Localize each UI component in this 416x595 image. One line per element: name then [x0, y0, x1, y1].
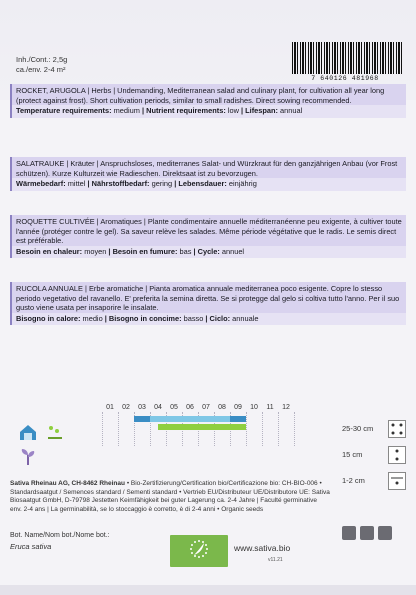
greenhouse-icon: [18, 422, 38, 442]
month-header: [102, 404, 302, 446]
lang-req-fr: Besoin en chaleur: moyen | Besoin en fumure: bas | Cycle: annuel: [12, 246, 406, 259]
month-label: 07: [202, 404, 210, 411]
life-value: annuale: [232, 313, 259, 323]
version-label: v11.21: [268, 557, 283, 563]
bag-icon: [360, 526, 374, 540]
barcode-number: 7 640126 481968: [311, 75, 379, 82]
botanical-label: Bot. Name/Nom bot./Nome bot.:: [10, 532, 110, 539]
month-label: 08: [218, 404, 226, 411]
month-label: 02: [122, 404, 130, 411]
month-label: 11: [266, 404, 274, 411]
row-spacing-value: 25-30 cm: [342, 424, 374, 433]
trash-icon: [378, 526, 392, 540]
temp-value: moyen: [84, 246, 107, 256]
company-name: Sativa Rheinau AG, CH-8462 Rheinau: [10, 480, 125, 487]
month-label: 03: [138, 404, 146, 411]
sow-bar-end: [230, 416, 246, 422]
nut-value: bas: [179, 246, 192, 256]
lang-block-de: [10, 157, 406, 191]
row-spacing-icon: [388, 420, 406, 438]
nut-value: basso: [183, 313, 204, 323]
life-label: Lifespan:: [245, 106, 278, 116]
grid-line: [102, 412, 103, 446]
temp-value: medium: [113, 106, 140, 116]
website-link[interactable]: www.sativa.bio: [234, 543, 291, 553]
temp-label: Besoin en chaleur:: [16, 246, 83, 256]
grid-line: [246, 412, 247, 446]
sow-bar-start: [134, 416, 150, 422]
eu-organic-logo: [170, 535, 228, 567]
sowing-depth-icon: [388, 472, 406, 490]
life-value: annual: [280, 106, 303, 116]
month-label: 12: [282, 404, 290, 411]
lang-req-de: Wärmebedarf: mittel | Nährstoffbedarf: gering | Lebensdauer: einjährig: [12, 178, 406, 191]
content-info: [16, 55, 67, 74]
company-line2: Keimfähigkeit bei guter Lagerung ca. 2-4 Jahre | Faculté germinative env. 2-4 ans | La germinabilità, se lo stoccaggio è corretto, è di 2-4 anni • Organic seeds: [10, 497, 318, 513]
grid-line: [118, 412, 119, 446]
temp-value: mittel: [67, 179, 86, 189]
temp-value: medio: [82, 313, 103, 323]
grid-line: [294, 412, 295, 446]
lang-block-fr: [10, 215, 406, 258]
row-spacing: [342, 420, 412, 440]
lang-req-en: Temperature requirements: medium | Nutrient requirements: low | Lifespan: annual: [12, 105, 406, 118]
sowing-depth-value: 1-2 cm: [342, 476, 365, 485]
sowing-icon: [45, 422, 65, 442]
spacing-info: [342, 420, 412, 494]
nut-label: Nährstoffbedarf:: [91, 179, 150, 189]
month-label: 05: [170, 404, 178, 411]
harvest-bar: [158, 424, 246, 430]
nut-value: low: [227, 106, 239, 116]
company-line1: • Bio-Zertifizierung/Certification bio/Certificazione bio: CH-BIO-006 • Standardsaatgut / Semences standard / Sementi standard • Vertrieb EU/Distributeur UE/Distributore UE: Sativa Biosaatgut GmbH, D-79798 Jestetten: [10, 480, 330, 505]
month-label: 01: [106, 404, 114, 411]
lang-text-en: ROCKET, ARUGOLA | Herbs | Undemanding, Mediterranean salad and culinary plant, for cultivation all year long (protect against frost). Short cultivation periods, similar to small radishes. Direct sowing recommended.: [16, 86, 385, 105]
content-weight: Inh./Cont.: 2,5g: [16, 55, 68, 64]
life-value: einjährig: [228, 179, 257, 189]
nut-label: Nutrient requirements:: [146, 106, 226, 116]
nut-label: Besoin en fumure:: [112, 246, 178, 256]
plant-spacing-value: 15 cm: [342, 450, 363, 459]
life-label: Cycle:: [197, 246, 220, 256]
botanical-name: Eruca sativa: [10, 542, 52, 551]
harvest-icon: [18, 447, 38, 467]
disposal-symbols: [340, 526, 408, 556]
sowing-depth: [342, 472, 412, 492]
nut-label: Bisogno in concime:: [108, 313, 182, 323]
grid-line: [278, 412, 279, 446]
sow-bar-main: [150, 416, 230, 422]
content-area: ca./env. 2-4 m²: [16, 64, 66, 74]
lang-req-it: Bisogno in calore: medio | Bisogno in concime: basso | Ciclo: annuale: [12, 313, 406, 326]
lang-text-de: SALATRAUKE | Kräuter | Anspruchsloses, mediterranes Salat- und Würzkraut für den ganzjährigen Anbau (vor Frost schützen). Kurze Kulturzeit wie Radieschen. Direktsaat ist zu bevorzugen.: [16, 159, 398, 178]
plant-spacing-icon: [388, 446, 406, 464]
lang-block-it: [10, 282, 406, 325]
month-label: 09: [234, 404, 242, 411]
month-label: 06: [186, 404, 194, 411]
temp-label: Bisogno in calore:: [16, 313, 81, 323]
life-label: Ciclo:: [209, 313, 231, 323]
plant-spacing: [342, 446, 412, 466]
company-info: [10, 480, 330, 514]
nut-value: gering: [151, 179, 173, 189]
grid-line: [262, 412, 263, 446]
lang-text-it: RUCOLA ANNUALE | Erbe aromatiche | Pianta aromatica annuale mediterranea poco esigente. Copre lo stesso periodo vegetativo del ravanello. E' preferita la semina diretta. Se si protegge dal gelo si coltiva tutto l'anno. Per il suo gusto viene usata per insaporire le insalate.: [16, 284, 400, 313]
calendar-icons: [18, 422, 90, 448]
life-label: Lebensdauer:: [178, 179, 227, 189]
lang-text-fr: ROQUETTE CULTIVÉE | Aromatiques | Plante condimentaire annuelle méditerranéenne peu exigente, à cultiver toute l'année (protéger contre le gel). Sa saveur relève les salades. Même période végétative que le radis. Le semis direct est préférable.: [16, 217, 402, 246]
month-label: 10: [250, 404, 258, 411]
life-value: annuel: [221, 246, 245, 256]
temp-label: Wärmebedarf:: [16, 179, 66, 189]
month-label: 04: [154, 404, 162, 411]
barcode: [292, 42, 402, 74]
bottom-edge: [0, 585, 416, 595]
recycle-icon: [342, 526, 356, 540]
lang-block-en: [10, 84, 406, 118]
temp-label: Temperature requirements:: [16, 106, 112, 116]
